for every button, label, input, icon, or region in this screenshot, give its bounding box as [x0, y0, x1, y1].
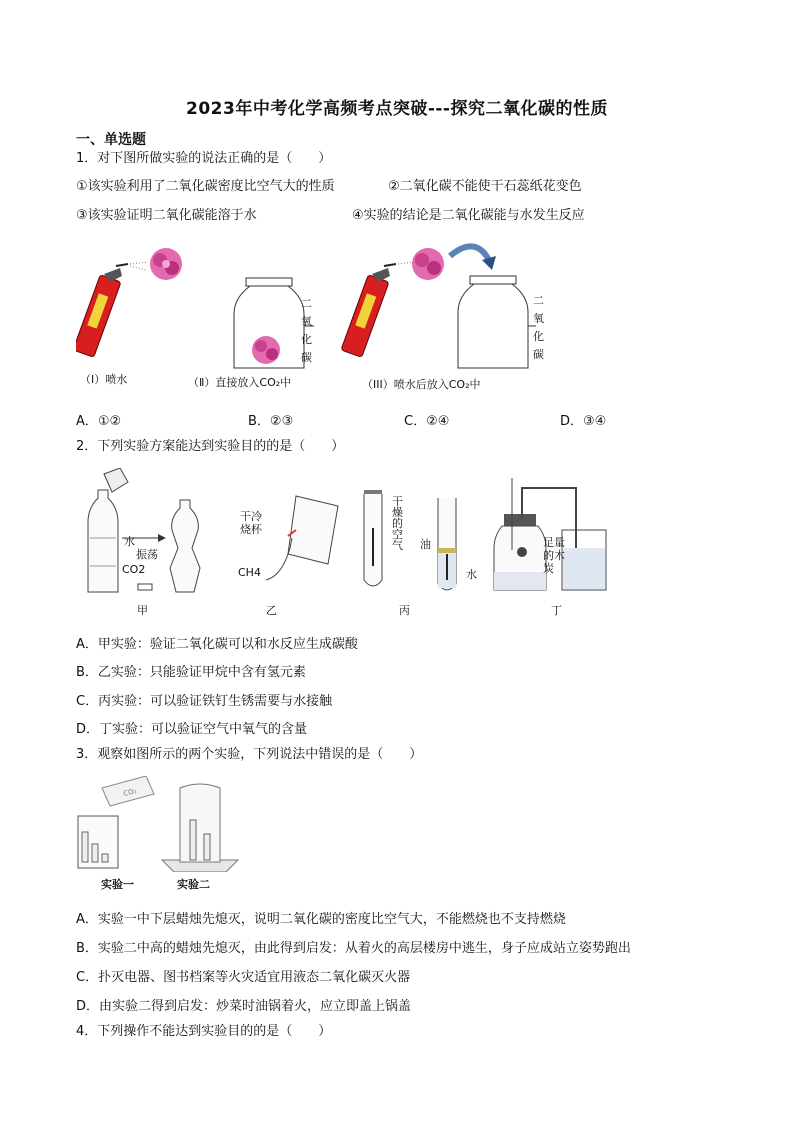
label-char: 气 — [392, 539, 403, 552]
q1-option-a[interactable]: A．①② — [76, 414, 122, 429]
label-char: 干 — [392, 495, 403, 508]
q1-caption-2: （Ⅱ）直接放入CO₂中 — [188, 376, 292, 389]
q4-stem: 4．下列操作不能达到实验目的的是（ ） — [76, 1024, 332, 1039]
q3-option-c[interactable]: C．扑灭电器、图书档案等火灾适宜用液态二氧化碳灭火器 — [76, 970, 411, 985]
co2-vertical-label-2 — [533, 292, 545, 364]
label-char: 二 — [533, 294, 544, 307]
spray-bottle-icon — [76, 262, 148, 357]
label-cold-beaker — [240, 510, 262, 536]
q1-statement-4: ④实验的结论是二氧化碳能与水发生反应 — [352, 208, 585, 223]
label-jia: 甲 — [137, 604, 148, 617]
label-water-2: 水 — [466, 568, 477, 581]
label-char: 的 — [392, 517, 403, 530]
q1-stem: 1．对下图所做实验的说法正确的是（ ） — [76, 151, 332, 166]
label-exp2: 实验二 — [177, 878, 210, 891]
co2-text: CO₂ — [122, 786, 138, 798]
label-char: 氧 — [533, 312, 544, 325]
label-line: 烧杯 — [240, 523, 262, 536]
q2-option-c[interactable]: C．丙实验：可以验证铁钉生锈需要与水接触 — [76, 694, 333, 709]
spray-bottle-icon — [341, 262, 414, 357]
q2-option-b[interactable]: B．乙实验：只能验证甲烷中含有氢元素 — [76, 665, 306, 680]
flower-icon — [150, 248, 182, 280]
label-oil: 油 — [420, 538, 431, 551]
page-title: 2023年中考化学高频考点突破---探究二氧化碳的性质 — [186, 99, 608, 119]
flower-icon — [412, 248, 444, 280]
q2-option-d[interactable]: D．丁实验：可以验证空气中氧气的含量 — [76, 722, 308, 737]
test-tube-icon — [364, 490, 382, 586]
q1-caption-1: （I）喷水 — [80, 373, 128, 386]
q3-option-d[interactable]: D．由实验二得到启发：炒菜时油锅着火，应立即盖上锅盖 — [76, 999, 412, 1014]
co2-cylinder-icon — [102, 776, 154, 806]
q1-statement-3: ③该实验证明二氧化碳能溶于水 — [76, 208, 257, 223]
label-char: 化 — [301, 333, 312, 346]
label-ch4: CH4 — [238, 566, 261, 579]
label-line: 的木 — [543, 549, 565, 562]
label-char: 二 — [301, 297, 312, 310]
label-char: 氧 — [301, 315, 312, 328]
q2-figure — [76, 468, 616, 598]
q1-statement-2: ②二氧化碳不能使干石蕊纸花变色 — [388, 179, 582, 194]
label-char: 碳 — [301, 351, 312, 364]
q3-stem: 3．观察如图所示的两个实验，下列说法中错误的是（ ） — [76, 747, 423, 762]
co2-jar-icon — [458, 276, 536, 368]
q1-option-d[interactable]: D．③④ — [560, 414, 607, 429]
label-charcoal — [543, 536, 565, 575]
q3-option-a[interactable]: A．实验一中下层蜡烛先熄灭，说明二氧化碳的密度比空气大，不能燃烧也不支持燃烧 — [76, 912, 566, 927]
q1-option-c[interactable]: C．②④ — [404, 414, 450, 429]
curved-arrow-icon — [450, 246, 496, 270]
label-line: 足量 — [543, 536, 565, 549]
label-line: 干冷 — [240, 510, 262, 523]
label-yi: 乙 — [266, 604, 277, 617]
beaker-icon — [266, 496, 338, 580]
label-dry-air — [392, 496, 404, 551]
q1-caption-3: （III）喷水后放入CO₂中 — [362, 378, 481, 391]
label-ding: 丁 — [551, 604, 562, 617]
co2-vertical-label-1 — [301, 295, 313, 367]
label-char: 空 — [392, 528, 403, 541]
label-char: 化 — [533, 330, 544, 343]
plastic-bottle-icon — [170, 500, 200, 592]
candle-jar-icon — [162, 784, 238, 872]
q3-figure — [76, 776, 246, 872]
label-co2: CO2 — [122, 563, 146, 576]
candle-box-icon — [78, 816, 118, 868]
test-tube-icon — [438, 498, 456, 590]
q1-figure — [76, 236, 566, 396]
label-bing: 丙 — [399, 604, 410, 617]
label-line: 炭 — [543, 562, 554, 575]
q2-option-a[interactable]: A．甲实验：验证二氧化碳可以和水反应生成碳酸 — [76, 637, 358, 652]
q2-stem: 2．下列实验方案能达到实验目的的是（ ） — [76, 439, 345, 454]
label-exp1: 实验一 — [101, 878, 134, 891]
section-heading: 一、单选题 — [76, 132, 146, 148]
label-shake: 振荡 — [136, 548, 158, 561]
q1-statement-1: ①该实验利用了二氧化碳密度比空气大的性质 — [76, 179, 335, 194]
label-water: 水 — [124, 535, 135, 548]
q1-option-b[interactable]: B．②③ — [248, 414, 294, 429]
label-char: 碳 — [533, 348, 544, 361]
label-char: 燥 — [392, 506, 403, 519]
q3-option-b[interactable]: B．实验二中高的蜡烛先熄灭，由此得到启发：从着火的高层楼房中逃生，身子应成站立姿势跑出 — [76, 941, 631, 956]
